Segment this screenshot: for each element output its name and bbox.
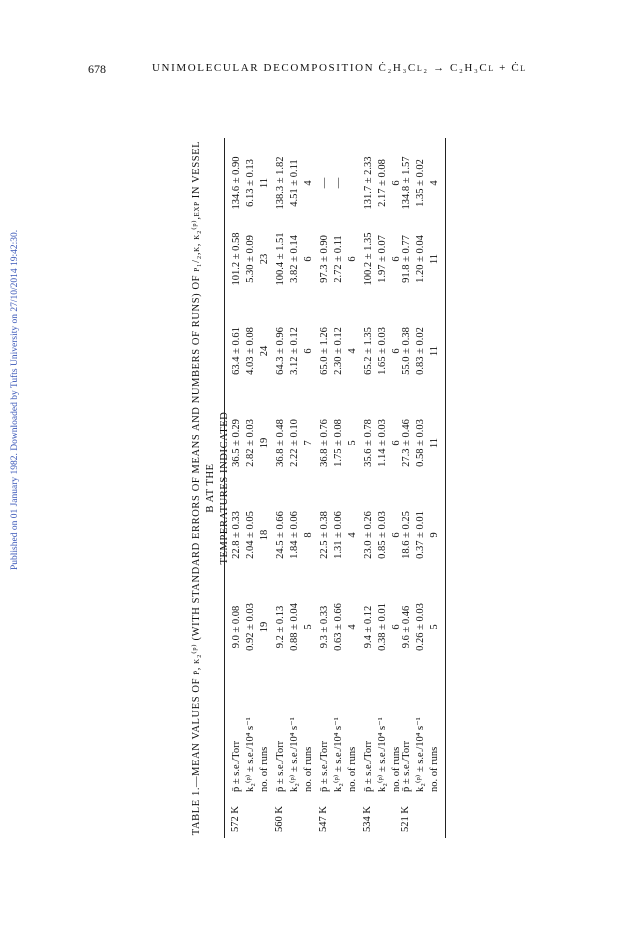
table-cell: 4 — [347, 532, 358, 538]
table-cell: 0.38 ± 0.01 — [377, 603, 388, 651]
table-cell: 91.8 ± 0.77 — [401, 235, 412, 283]
row-label: no. of runs — [429, 746, 440, 792]
temperature-label: 534 K — [362, 806, 373, 832]
table-cell: 97.3 ± 0.90 — [319, 235, 330, 283]
table-cell: 131.7 ± 2.33 — [363, 156, 374, 210]
table-cell: 6 — [391, 180, 402, 186]
table-cell: 1.97 ± 0.07 — [377, 235, 388, 283]
table-cell: 100.4 ± 1.51 — [275, 232, 286, 286]
table-top-rule — [224, 138, 225, 838]
temperature-label: 572 K — [230, 806, 241, 832]
table-cell: 2.22 ± 0.10 — [289, 419, 300, 467]
table-cell: 9 — [429, 532, 440, 538]
temperature-label: 521 K — [400, 806, 411, 832]
row-label: no. of runs — [391, 746, 402, 792]
table-cell: 1.20 ± 0.04 — [415, 235, 426, 283]
table-cell: 100.2 ± 1.35 — [363, 232, 374, 286]
temperature-group — [274, 138, 318, 838]
table-cell: 2.72 ± 0.11 — [333, 235, 344, 283]
row-label: p̄ ± s.e./Torr — [401, 740, 412, 792]
table-cell: 2.17 ± 0.08 — [377, 159, 388, 207]
table-cell: 2.04 ± 0.05 — [245, 511, 256, 559]
table-cell: 1.14 ± 0.03 — [377, 419, 388, 467]
table-cell: 65.2 ± 1.35 — [363, 327, 374, 375]
table-cell: 2.82 ± 0.03 — [245, 419, 256, 467]
table-cell: 6 — [391, 440, 402, 446]
table-cell: 11 — [259, 177, 270, 189]
table-cell: 22.5 ± 0.38 — [319, 511, 330, 559]
table-cell: 6 — [303, 256, 314, 262]
table-cell: 4 — [429, 180, 440, 186]
table-cell: 5 — [429, 624, 440, 630]
table-cell: 134.8 ± 1.57 — [401, 156, 412, 210]
row-label: p̄ ± s.e./Torr — [231, 740, 242, 792]
temperature-label: 560 K — [274, 806, 285, 832]
row-label: no. of runs — [259, 746, 270, 792]
table-cell: 19 — [259, 437, 270, 449]
table-cell: 6 — [391, 624, 402, 630]
table-cell: 9.0 ± 0.08 — [231, 605, 242, 649]
row-label: k₂⁽ᵖ⁾ ± s.e./10⁴ s⁻¹ — [245, 717, 256, 792]
table-cell: 18 — [259, 529, 270, 541]
caption-line-1: TABLE 1.—MEAN VALUES OF p̄, k₂⁽ᵖ⁾ (WITH STANDARD ERRORS OF MEANS AND NUMBERS OF RUNS) OF p₁/₂,k, k₂⁽ᵖ⁾,exp IN VESSEL B AT THE — [191, 140, 216, 836]
table-cell: 65.0 ± 1.26 — [319, 327, 330, 375]
table-cell: 1.31 ± 0.06 — [333, 511, 344, 559]
table-cell: 7 — [303, 440, 314, 446]
caption-line-2: TEMPERATURES INDICATED — [219, 411, 230, 565]
table-cell: — — [333, 177, 344, 189]
table-cell: 24 — [259, 345, 270, 357]
table-cell: 4 — [303, 180, 314, 186]
table-cell: 11 — [429, 253, 440, 265]
table-cell: 6 — [303, 348, 314, 354]
table-cell: 9.6 ± 0.46 — [401, 605, 412, 649]
table-cell: 18.6 ± 0.25 — [401, 511, 412, 559]
table-cell: 0.63 ± 0.66 — [333, 603, 344, 651]
row-label: no. of runs — [303, 746, 314, 792]
table-cell: 0.85 ± 0.03 — [377, 511, 388, 559]
table-cell: 63.4 ± 0.61 — [231, 327, 242, 375]
table-cell: 11 — [429, 437, 440, 449]
table-cell: 6.13 ± 0.13 — [245, 159, 256, 207]
row-label: p̄ ± s.e./Torr — [363, 740, 374, 792]
running-head: UNIMOLECULAR DECOMPOSITION Ċ₂H₃Cl₂ → C₂H₃Cl + Ċl — [152, 62, 527, 74]
temperature-label: 547 K — [318, 806, 329, 832]
row-label: p̄ ± s.e./Torr — [275, 740, 286, 792]
table-cell: 101.2 ± 0.58 — [231, 232, 242, 286]
table-cell: 5 — [347, 440, 358, 446]
table-cell: 19 — [259, 621, 270, 633]
temperature-group — [400, 138, 444, 838]
table-cell: 1.65 ± 0.03 — [377, 327, 388, 375]
table-cell: 11 — [429, 345, 440, 357]
table-cell: 4.51 ± 0.11 — [289, 159, 300, 207]
table-cell: 0.58 ± 0.03 — [415, 419, 426, 467]
table-cell: 36.5 ± 0.29 — [231, 419, 242, 467]
page-number: 678 — [88, 62, 106, 76]
table-cell: — — [319, 177, 330, 189]
table-cell: 8 — [303, 532, 314, 538]
row-label: k₂⁽ᵖ⁾ ± s.e./10⁴ s⁻¹ — [377, 717, 388, 792]
table-cell: 6 — [391, 532, 402, 538]
row-label: k₂⁽ᵖ⁾ ± s.e./10⁴ s⁻¹ — [333, 717, 344, 792]
row-label: p̄ ± s.e./Torr — [319, 740, 330, 792]
table-cell: 1.84 ± 0.06 — [289, 511, 300, 559]
table-cell: 0.83 ± 0.02 — [415, 327, 426, 375]
table-cell: 6 — [347, 256, 358, 262]
temperature-group — [230, 138, 274, 838]
table-cell: 5.30 ± 0.09 — [245, 235, 256, 283]
table-cell: 6 — [391, 348, 402, 354]
table-cell: 0.26 ± 0.03 — [415, 603, 426, 651]
temperature-group — [318, 138, 362, 838]
rotated-table — [186, 138, 466, 838]
row-label: k₂⁽ᵖ⁾ ± s.e./10⁴ s⁻¹ — [415, 717, 426, 792]
table-cell: 22.8 ± 0.33 — [231, 511, 242, 559]
table-cell: 64.3 ± 0.96 — [275, 327, 286, 375]
table-cell: 35.6 ± 0.78 — [363, 419, 374, 467]
table-cell: 3.12 ± 0.12 — [289, 327, 300, 375]
table-cell: 9.4 ± 0.12 — [363, 605, 374, 649]
table-cell: 1.75 ± 0.08 — [333, 419, 344, 467]
table-cell: 0.37 ± 0.01 — [415, 511, 426, 559]
table-cell: 23.0 ± 0.26 — [363, 511, 374, 559]
table-cell: 138.3 ± 1.82 — [275, 156, 286, 210]
table-cell: 5 — [303, 624, 314, 630]
row-label: no. of runs — [347, 746, 358, 792]
table-cell: 0.88 ± 0.04 — [289, 603, 300, 651]
table-cell: 36.8 ± 0.48 — [275, 419, 286, 467]
table-cell: 9.3 ± 0.33 — [319, 605, 330, 649]
table-bottom-rule — [445, 138, 446, 838]
row-label: k₂⁽ᵖ⁾ ± s.e./10⁴ s⁻¹ — [289, 717, 300, 792]
download-watermark: Published on 01 January 1982. Downloaded by Tufts University on 27/10/2014 19:42:30. — [10, 229, 20, 570]
table-caption — [190, 138, 232, 838]
table-cell: 4.03 ± 0.08 — [245, 327, 256, 375]
table-cell: 0.92 ± 0.03 — [245, 603, 256, 651]
table-cell: 36.8 ± 0.76 — [319, 419, 330, 467]
table-cell: 23 — [259, 253, 270, 265]
table-cell: 9.2 ± 0.13 — [275, 605, 286, 649]
table-cell: 55.0 ± 0.38 — [401, 327, 412, 375]
table-cell: 27.3 ± 0.46 — [401, 419, 412, 467]
table-cell: 4 — [347, 348, 358, 354]
table-cell: 6 — [391, 256, 402, 262]
table-cell: 4 — [347, 624, 358, 630]
table-cell: 2.30 ± 0.12 — [333, 327, 344, 375]
table-cell: 3.82 ± 0.14 — [289, 235, 300, 283]
table-cell: 134.6 ± 0.90 — [231, 156, 242, 210]
table-cell: 1.35 ± 0.02 — [415, 159, 426, 207]
table-cell: 24.5 ± 0.66 — [275, 511, 286, 559]
